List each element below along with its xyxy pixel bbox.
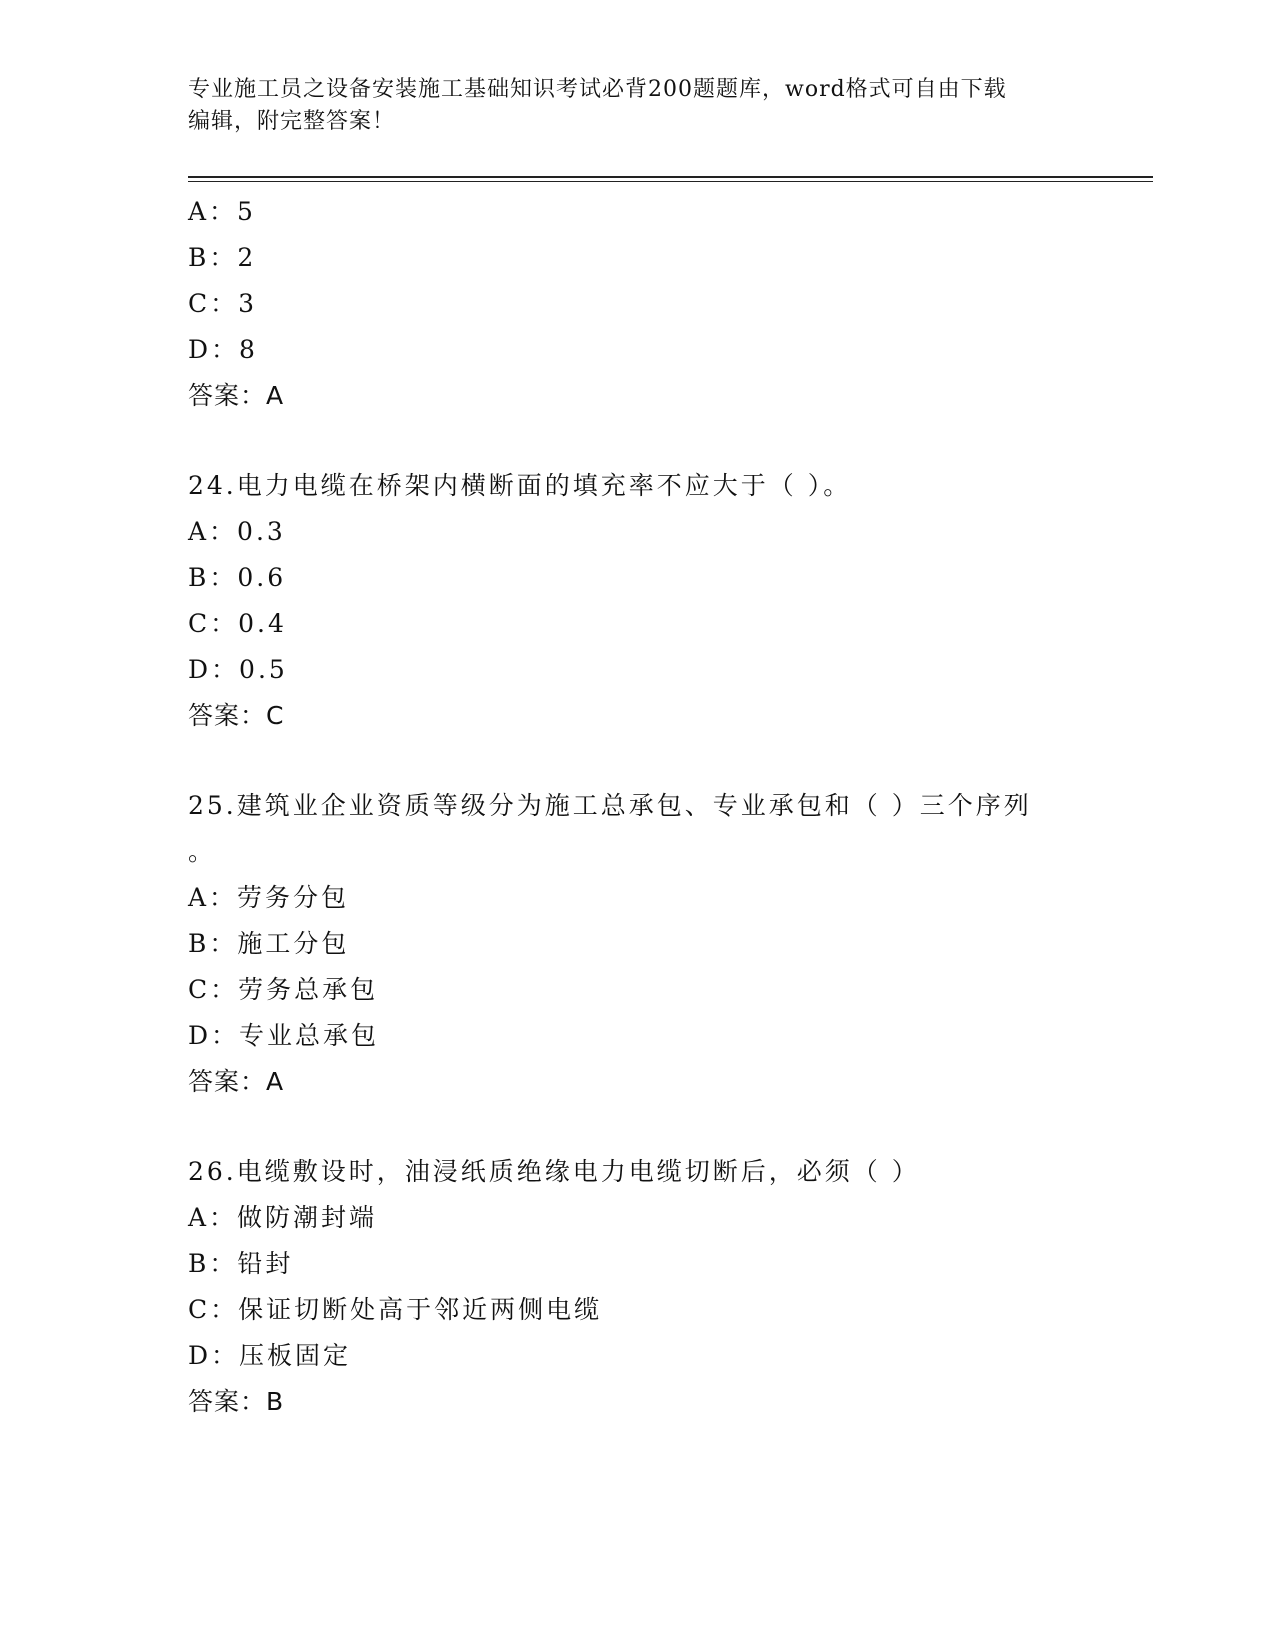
option-c: C：劳务总承包 (188, 975, 379, 1004)
option-b: B：铅封 (188, 1249, 294, 1278)
option-b: B：0.6 (188, 563, 287, 592)
option-d: D：专业总承包 (188, 1021, 380, 1050)
option-a: A：0.3 (188, 517, 286, 546)
option-b: B：2 (188, 243, 257, 272)
question-text: 24.电力电缆在桥架内横断面的填充率不应大于（ ）。 (188, 471, 852, 500)
option-d: D：8 (188, 335, 258, 364)
option-a: A：做防潮封端 (188, 1203, 378, 1232)
spacer (188, 1105, 1088, 1149)
header-divider-thin (188, 181, 1153, 182)
answer-line: 答案：B (188, 1387, 285, 1416)
question-text: 26.电缆敷设时，油浸纸质绝缘电力电缆切断后，必须（ ） (188, 1157, 920, 1186)
option-c: C：3 (188, 289, 258, 318)
answer-line: 答案：A (188, 1067, 285, 1096)
header-line-2: 编辑，附完整答案！ (188, 109, 396, 134)
header-line-1: 专业施工员之设备安装施工基础知识考试必背200题题库，word格式可自由下载 (188, 77, 1007, 102)
header-divider-thick (188, 176, 1153, 178)
question-list (188, 189, 1088, 1425)
option-d: D：压板固定 (188, 1341, 352, 1370)
question-block-23 (188, 189, 1088, 419)
spacer (188, 739, 1088, 783)
answer-line: 答案：A (188, 381, 285, 410)
question-block-24 (188, 463, 1088, 739)
answer-line: 答案：C (188, 701, 285, 730)
option-a: A：劳务分包 (188, 883, 350, 912)
option-b: B：施工分包 (188, 929, 350, 958)
question-block-26 (188, 1149, 1088, 1425)
option-a: A：5 (188, 197, 256, 226)
question-text-continuation: 。 (188, 837, 217, 866)
option-c: C：保证切断处高于邻近两侧电缆 (188, 1295, 603, 1324)
question-text: 25.建筑业企业资质等级分为施工总承包、专业承包和（ ）三个序列 (188, 791, 1032, 820)
document-header (188, 74, 1088, 138)
option-d: D：0.5 (188, 655, 288, 684)
option-c: C：0.4 (188, 609, 287, 638)
question-block-25 (188, 783, 1088, 1105)
spacer (188, 419, 1088, 463)
